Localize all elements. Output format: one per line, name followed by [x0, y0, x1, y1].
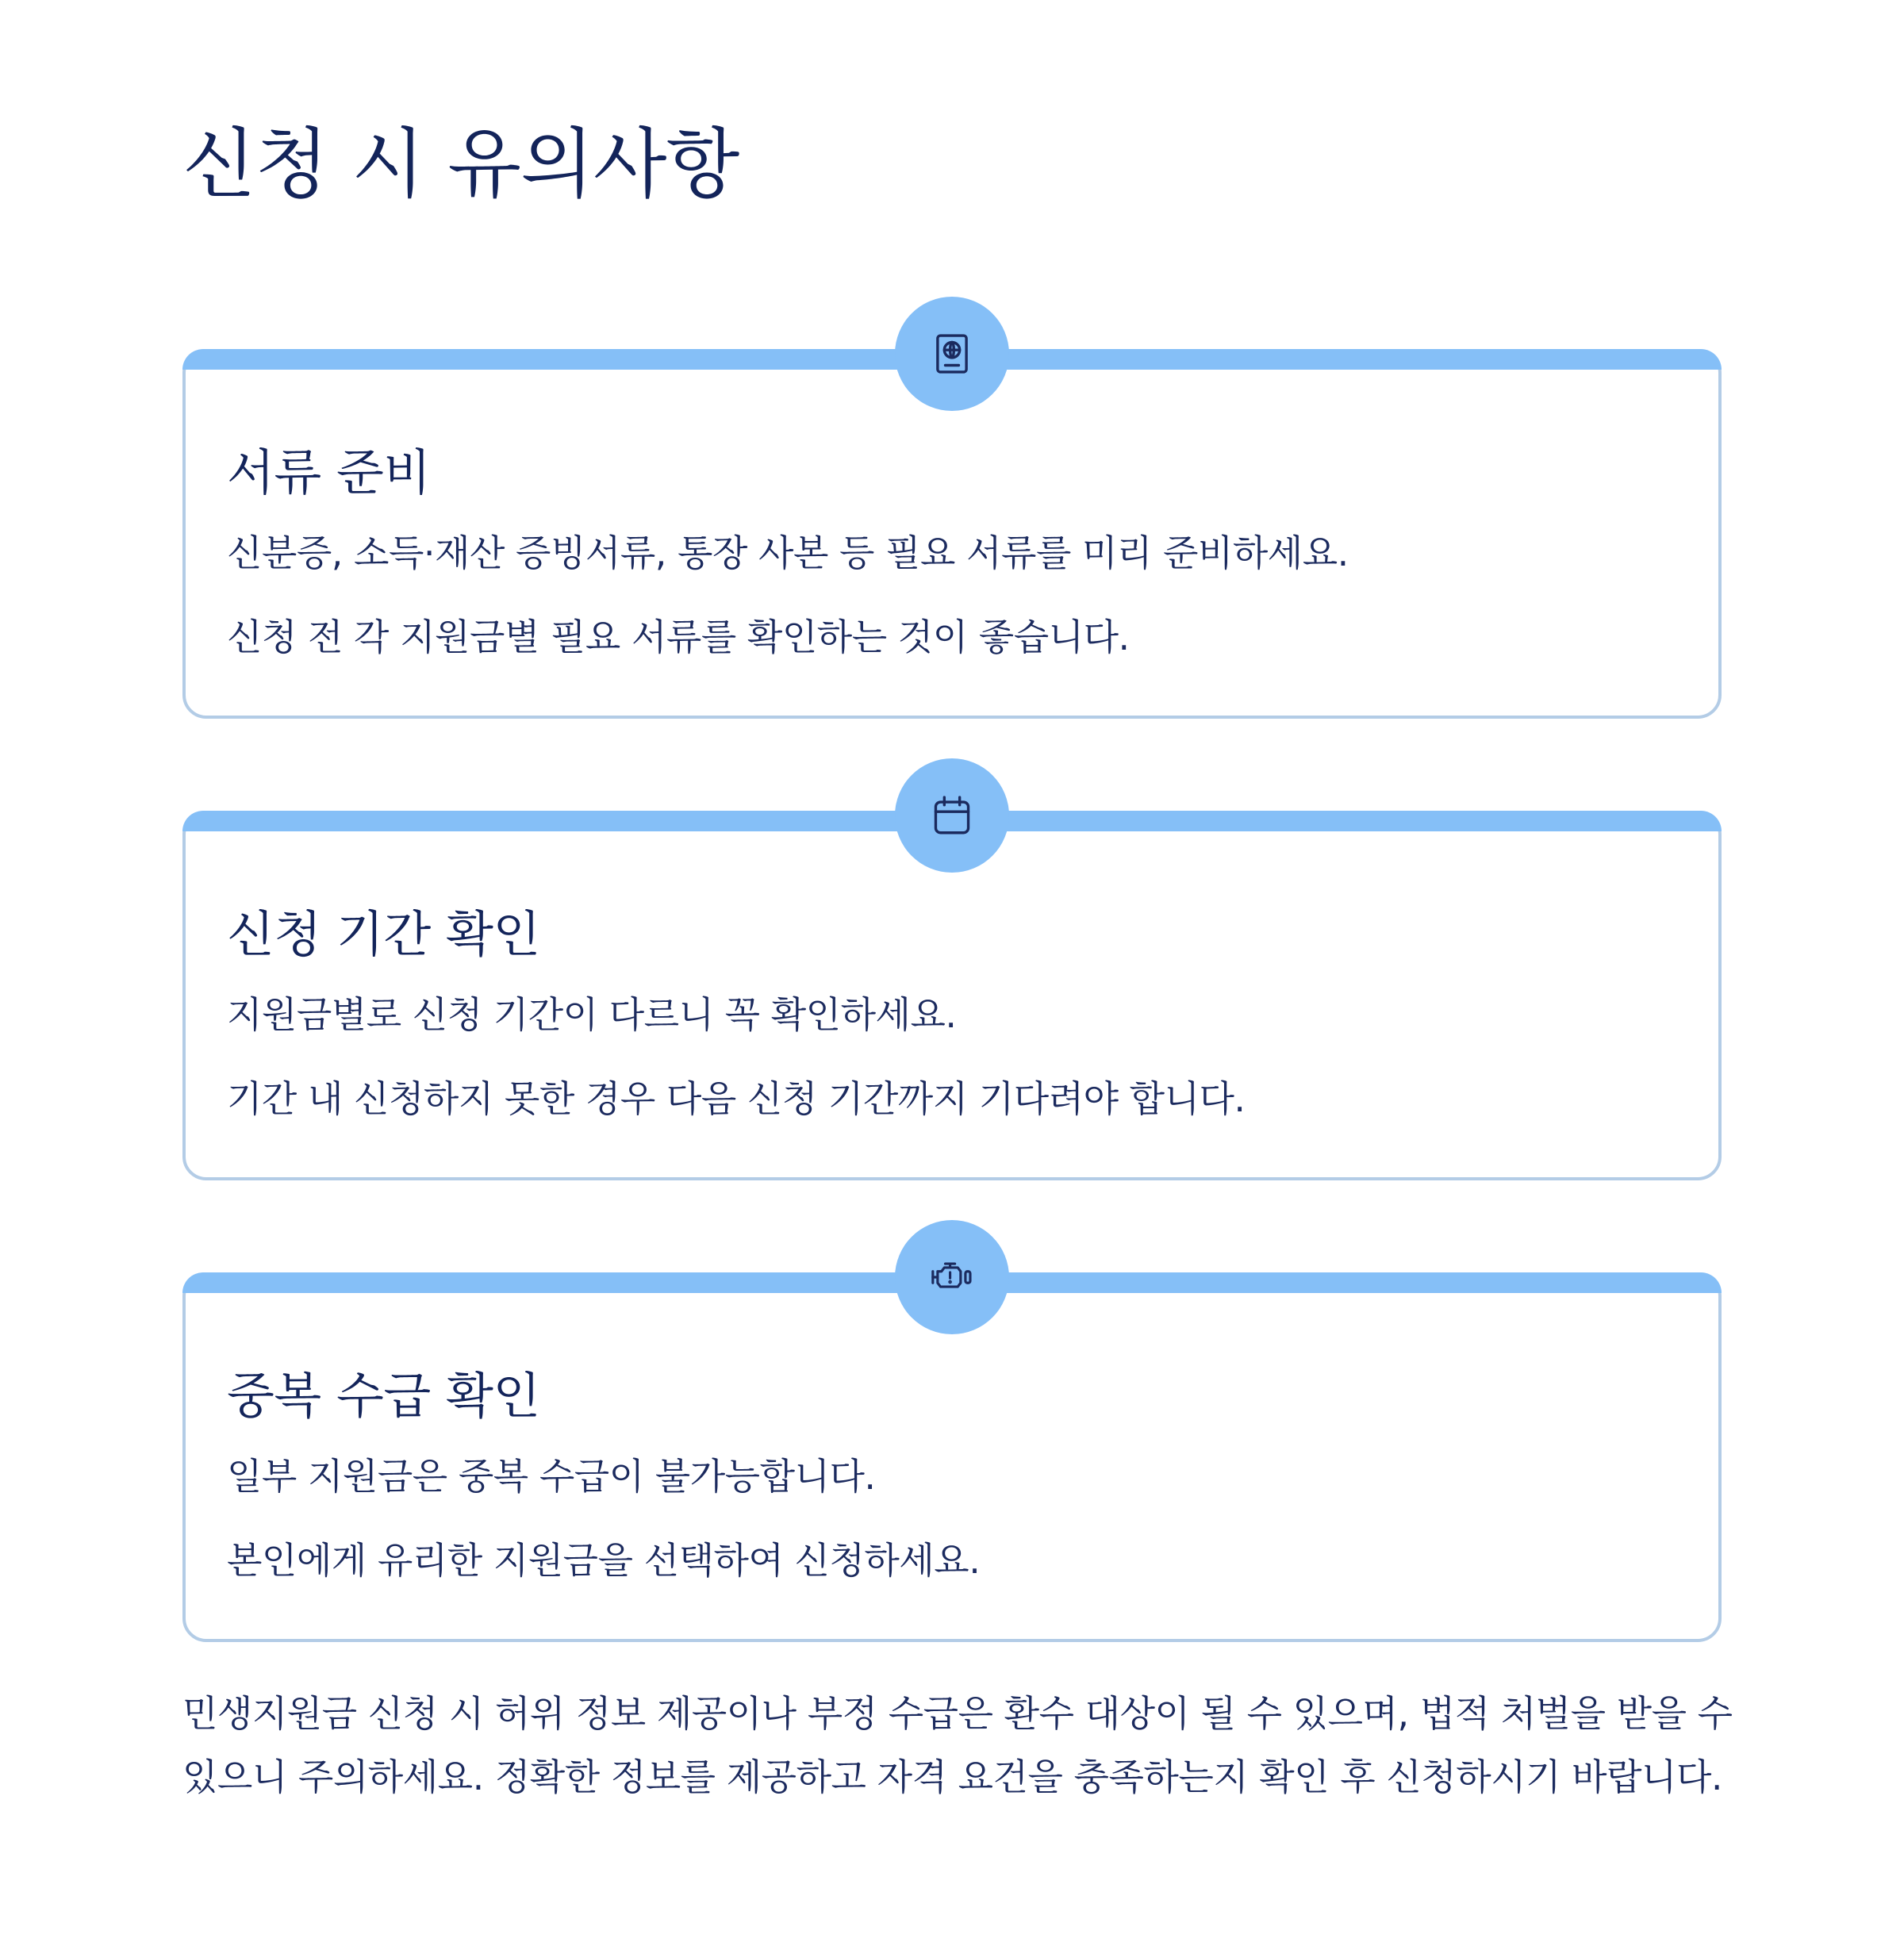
card-text-line: 기간 내 신청하지 못한 경우 다음 신청 기간까지 기다려야 합니다. [227, 1077, 1246, 1120]
card-text-line: 신분증, 소득·재산 증빙서류, 통장 사본 등 필요 서류를 미리 준비하세요. [227, 531, 1349, 574]
card-duplicate-benefit [182, 1272, 1722, 1642]
card-document-preparation [182, 349, 1722, 719]
card-text-line: 신청 전 각 지원금별 필요 서류를 확인하는 것이 좋습니다. [227, 616, 1130, 658]
card-application-period [182, 811, 1722, 1180]
card-heading: 신청 기간 확인 [227, 905, 540, 963]
card-icon-badge [895, 758, 1009, 873]
card-text-line: 본인에게 유리한 지원금을 선택하여 신청하세요. [227, 1539, 981, 1582]
card-icon-badge [895, 1220, 1009, 1334]
page-title: 신청 시 유의사항 [182, 120, 739, 209]
passport-icon [929, 331, 975, 377]
calendar-icon [929, 792, 975, 838]
card-text-line: 일부 지원금은 중복 수급이 불가능합니다. [227, 1455, 876, 1498]
footer-note-line: 민생지원금 신청 시 허위 정보 제공이나 부정 수급은 환수 대상이 될 수 있으며, 법적 처벌을 받을 수 [182, 1692, 1733, 1735]
engine-warning-icon [929, 1254, 975, 1300]
card-heading: 중복 수급 확인 [227, 1367, 540, 1425]
card-text-line: 지원금별로 신청 기간이 다르니 꼭 확인하세요. [227, 993, 957, 1036]
card-heading: 서류 준비 [227, 443, 431, 501]
footer-warning-note [182, 1682, 1737, 1809]
card-icon-badge [895, 297, 1009, 411]
footer-note-line: 있으니 주의하세요. 정확한 정보를 제공하고 자격 요건을 충족하는지 확인 후 신청하시기 바랍니다. [182, 1756, 1723, 1798]
